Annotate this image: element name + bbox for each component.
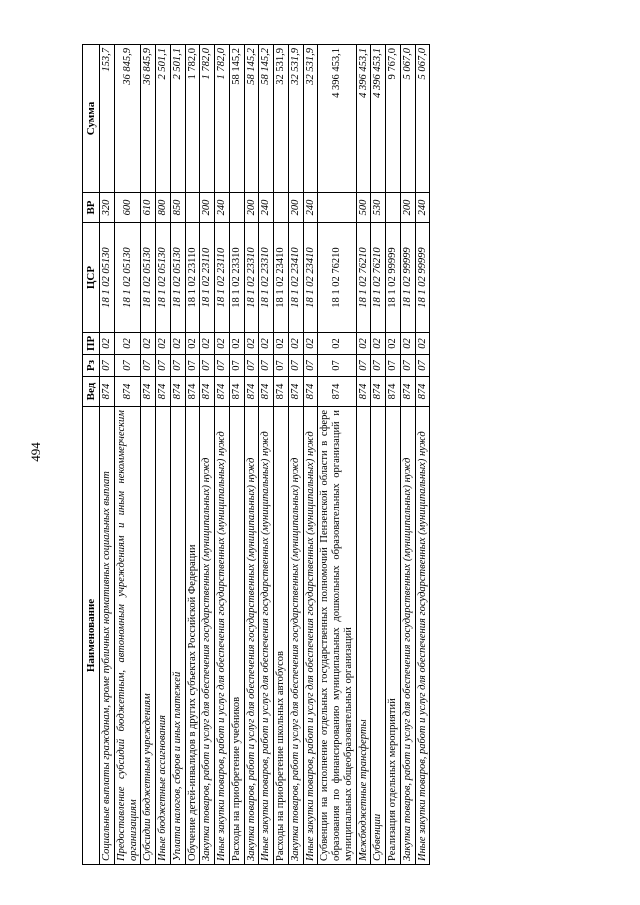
cell-rz: 07	[288, 355, 303, 377]
cell-ved: 874	[215, 377, 230, 407]
cell-pr: 02	[156, 333, 171, 355]
cell-pr: 02	[318, 333, 356, 355]
cell-rz: 07	[170, 355, 185, 377]
cell-vr: 200	[200, 193, 215, 223]
cell-pr: 02	[274, 333, 289, 355]
cell-csr: 18 1 02 99999	[415, 223, 430, 333]
cell-rz: 07	[356, 355, 371, 377]
table-row	[415, 45, 430, 865]
cell-ved: 874	[356, 377, 371, 407]
table-row	[274, 45, 289, 865]
cell-rz: 07	[215, 355, 230, 377]
cell-pr: 02	[371, 333, 386, 355]
cell-vr	[229, 193, 244, 223]
cell-ved: 874	[386, 377, 401, 407]
table-row	[288, 45, 303, 865]
cell-rz: 07	[244, 355, 259, 377]
cell-csr: 18 1 02 76210	[356, 223, 371, 333]
table-row	[100, 45, 115, 865]
cell-sum: 36 845,9	[141, 45, 156, 193]
cell-name: Закупка товаров, работ и услуг для обеспечения государственных (муниципальных) нужд	[400, 407, 415, 865]
cell-sum: 2 501,1	[156, 45, 171, 193]
cell-ved: 874	[170, 377, 185, 407]
cell-pr: 02	[356, 333, 371, 355]
cell-name: Иные бюджетные ассигнования	[156, 407, 171, 865]
header-ved: Вед	[83, 377, 100, 407]
cell-sum: 1 782,0	[200, 45, 215, 193]
cell-csr: 18 1 02 76210	[371, 223, 386, 333]
cell-pr: 02	[215, 333, 230, 355]
cell-vr: 610	[141, 193, 156, 223]
cell-vr: 240	[215, 193, 230, 223]
cell-name: Закупка товаров, работ и услуг для обеспечения государственных (муниципальных) нужд	[244, 407, 259, 865]
cell-name: Иные закупки товаров, работ и услуг для обеспечения государственных (муниципальных) нужд	[259, 407, 274, 865]
header-rz: Рз	[83, 355, 100, 377]
cell-ved: 874	[100, 377, 115, 407]
cell-rz: 07	[156, 355, 171, 377]
cell-ved: 874	[259, 377, 274, 407]
table-row	[303, 45, 318, 865]
cell-vr	[318, 193, 356, 223]
cell-pr: 02	[200, 333, 215, 355]
cell-vr: 240	[415, 193, 430, 223]
cell-sum: 1 782,0	[215, 45, 230, 193]
cell-ved: 874	[318, 377, 356, 407]
cell-csr: 18 1 02 23110	[185, 223, 200, 333]
cell-pr: 02	[386, 333, 401, 355]
cell-name: Предоставление субсидий бюджетным, автономным учреждениям и иным некоммерческим организациям	[114, 407, 141, 865]
cell-rz: 07	[100, 355, 115, 377]
cell-sum: 4 396 453,1	[318, 45, 356, 193]
cell-rz: 07	[318, 355, 356, 377]
cell-csr: 18 1 02 05130	[141, 223, 156, 333]
cell-csr: 18 1 02 23310	[259, 223, 274, 333]
page-number: 494	[28, 442, 43, 462]
cell-rz: 07	[114, 355, 141, 377]
cell-vr: 500	[356, 193, 371, 223]
cell-name: Иные закупки товаров, работ и услуг для обеспечения государственных (муниципальных) нужд	[215, 407, 230, 865]
cell-csr: 18 1 02 05130	[170, 223, 185, 333]
cell-rz: 07	[415, 355, 430, 377]
cell-sum: 4 396 453,1	[371, 45, 386, 193]
cell-name: Расходы на приобретение школьных автобусов	[274, 407, 289, 865]
cell-csr: 18 1 02 23110	[200, 223, 215, 333]
cell-csr: 18 1 02 99999	[400, 223, 415, 333]
budget-table	[82, 44, 430, 865]
cell-ved: 874	[371, 377, 386, 407]
cell-name: Иные закупки товаров, работ и услуг для обеспечения государственных (муниципальных) нужд	[415, 407, 430, 865]
cell-vr: 530	[371, 193, 386, 223]
cell-rz: 07	[185, 355, 200, 377]
table-row	[318, 45, 356, 865]
cell-name: Иные закупки товаров, работ и услуг для обеспечения государственных (муниципальных) нужд	[303, 407, 318, 865]
header-name: Наименование	[83, 407, 100, 865]
cell-vr: 200	[400, 193, 415, 223]
header-sum: Сумма	[83, 45, 100, 193]
table-row	[259, 45, 274, 865]
cell-pr: 02	[244, 333, 259, 355]
cell-ved: 874	[114, 377, 141, 407]
cell-pr: 02	[141, 333, 156, 355]
cell-pr: 02	[303, 333, 318, 355]
cell-rz: 07	[386, 355, 401, 377]
table-row	[356, 45, 371, 865]
cell-vr: 200	[288, 193, 303, 223]
cell-sum: 1 782,0	[185, 45, 200, 193]
cell-pr: 02	[229, 333, 244, 355]
header-pr: ПР	[83, 333, 100, 355]
cell-ved: 874	[141, 377, 156, 407]
table-row	[200, 45, 215, 865]
cell-sum: 58 145,2	[244, 45, 259, 193]
cell-csr: 18 1 02 05130	[114, 223, 141, 333]
cell-pr: 02	[170, 333, 185, 355]
cell-name: Социальные выплаты гражданам, кроме публичных нормативных социальных выплат	[100, 407, 115, 865]
budget-table-block	[82, 45, 585, 865]
cell-rz: 07	[400, 355, 415, 377]
cell-rz: 07	[371, 355, 386, 377]
cell-vr: 800	[156, 193, 171, 223]
cell-vr	[386, 193, 401, 223]
cell-pr: 02	[114, 333, 141, 355]
table-row	[170, 45, 185, 865]
cell-name: Расходы на приобретение учебников	[229, 407, 244, 865]
cell-name: Обучение детей-инвалидов в других субъектах Российской Федерации	[185, 407, 200, 865]
table-row	[229, 45, 244, 865]
cell-csr: 18 1 02 05130	[156, 223, 171, 333]
table-row	[386, 45, 401, 865]
cell-pr: 02	[100, 333, 115, 355]
cell-name: Субвенции на исполнение отдельных государственных полномочий Пензенской области в сфере образования по финансированию муниципальных дошкольных образовательных организаций и муниципальных общеобразовательных организаций	[318, 407, 356, 865]
cell-sum: 153,7	[100, 45, 115, 193]
cell-ved: 874	[415, 377, 430, 407]
cell-pr: 02	[288, 333, 303, 355]
cell-sum: 32 531,9	[288, 45, 303, 193]
cell-vr: 240	[303, 193, 318, 223]
cell-name: Реализация отдельных мероприятий	[386, 407, 401, 865]
cell-rz: 07	[259, 355, 274, 377]
cell-vr: 850	[170, 193, 185, 223]
cell-sum: 32 531,9	[303, 45, 318, 193]
header-csr: ЦСР	[83, 223, 100, 333]
cell-name: Субсидии бюджетным учреждениям	[141, 407, 156, 865]
table-row	[244, 45, 259, 865]
cell-ved: 874	[288, 377, 303, 407]
table-header-row	[83, 45, 100, 865]
table-row	[141, 45, 156, 865]
cell-vr	[274, 193, 289, 223]
cell-sum: 9 767,0	[386, 45, 401, 193]
cell-csr: 18 1 02 23410	[288, 223, 303, 333]
cell-vr: 320	[100, 193, 115, 223]
cell-csr: 18 1 02 23410	[303, 223, 318, 333]
cell-vr: 600	[114, 193, 141, 223]
cell-name: Закупка товаров, работ и услуг для обеспечения государственных (муниципальных) нужд	[288, 407, 303, 865]
table-row	[185, 45, 200, 865]
table-row	[371, 45, 386, 865]
cell-vr	[185, 193, 200, 223]
cell-sum: 2 501,1	[170, 45, 185, 193]
header-vr: ВР	[83, 193, 100, 223]
cell-vr: 200	[244, 193, 259, 223]
cell-sum: 32 531,9	[274, 45, 289, 193]
cell-rz: 07	[200, 355, 215, 377]
cell-sum: 5 067,0	[400, 45, 415, 193]
table-row	[215, 45, 230, 865]
table-body	[100, 45, 430, 865]
cell-pr: 02	[415, 333, 430, 355]
cell-pr: 02	[400, 333, 415, 355]
cell-rz: 07	[141, 355, 156, 377]
table-row	[400, 45, 415, 865]
cell-ved: 874	[185, 377, 200, 407]
cell-rz: 07	[303, 355, 318, 377]
cell-name: Субвенции	[371, 407, 386, 865]
cell-name: Закупка товаров, работ и услуг для обеспечения государственных (муниципальных) нужд	[200, 407, 215, 865]
table-row	[156, 45, 171, 865]
cell-rz: 07	[229, 355, 244, 377]
table-row	[114, 45, 141, 865]
cell-sum: 4 396 453,1	[356, 45, 371, 193]
cell-csr: 18 1 02 23310	[244, 223, 259, 333]
cell-sum: 58 145,2	[259, 45, 274, 193]
cell-name: Уплата налогов, сборов и иных платежей	[170, 407, 185, 865]
cell-rz: 07	[274, 355, 289, 377]
cell-ved: 874	[200, 377, 215, 407]
cell-ved: 874	[303, 377, 318, 407]
cell-name: Межбюджетные трансферты	[356, 407, 371, 865]
cell-ved: 874	[400, 377, 415, 407]
cell-ved: 874	[244, 377, 259, 407]
cell-ved: 874	[274, 377, 289, 407]
cell-pr: 02	[259, 333, 274, 355]
cell-csr: 18 1 02 99999	[386, 223, 401, 333]
cell-ved: 874	[229, 377, 244, 407]
cell-sum: 58 145,2	[229, 45, 244, 193]
cell-vr: 240	[259, 193, 274, 223]
cell-sum: 5 067,0	[415, 45, 430, 193]
cell-csr: 18 1 02 23110	[215, 223, 230, 333]
cell-csr: 18 1 02 23310	[229, 223, 244, 333]
cell-pr: 02	[185, 333, 200, 355]
cell-csr: 18 1 02 23410	[274, 223, 289, 333]
cell-csr: 18 1 02 05130	[100, 223, 115, 333]
cell-ved: 874	[156, 377, 171, 407]
cell-sum: 36 845,9	[114, 45, 141, 193]
cell-csr: 18 1 02 76210	[318, 223, 356, 333]
